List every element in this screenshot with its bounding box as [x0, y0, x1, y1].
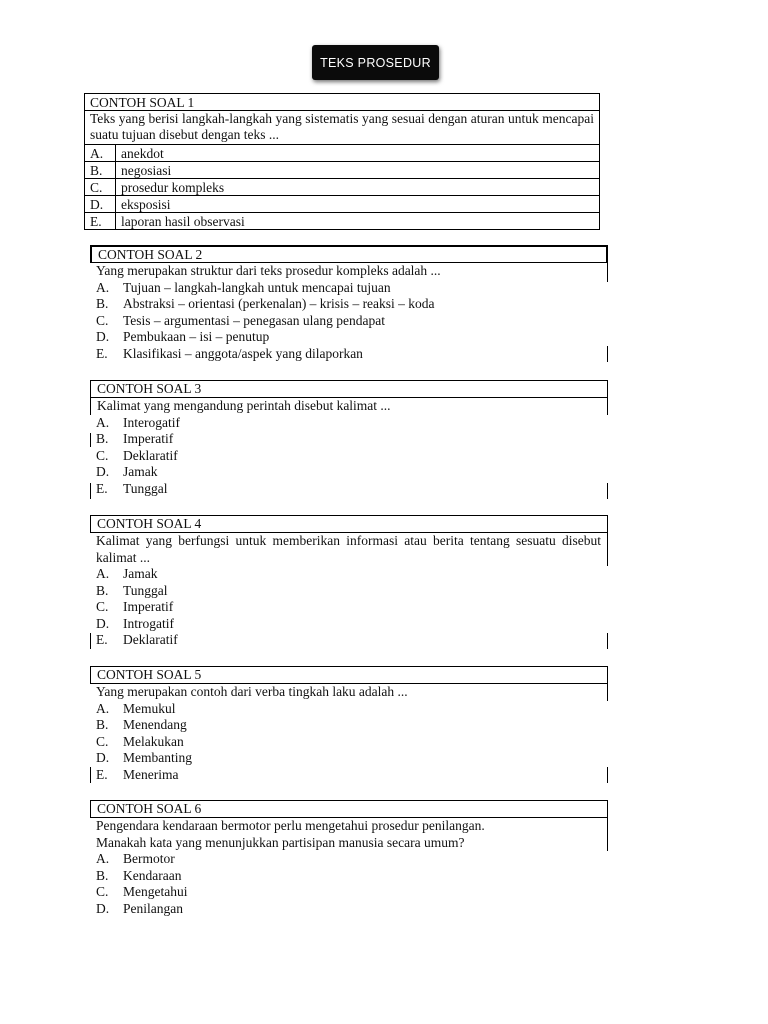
question-6-line-2: Manakah kata yang menunjukkan partisipan manusia secara umum? — [96, 834, 465, 850]
question-3-text: Kalimat yang mengandung perintah disebut kalimat ... — [90, 398, 608, 415]
question-2-text: Yang merupakan struktur dari teks prosedur kompleks adalah ... — [90, 263, 608, 280]
option-text: laporan hasil observasi — [116, 213, 600, 230]
option-text: Bermotor — [123, 851, 175, 866]
option-letter: A. — [96, 566, 110, 581]
option-b — [96, 717, 608, 734]
question-2-heading: CONTOH SOAL 2 — [90, 245, 608, 263]
option-letter: C. — [96, 599, 109, 615]
box-edge — [607, 483, 608, 499]
option-text: Pembukaan – isi – penutup — [123, 329, 270, 345]
option-text: Introgatif — [123, 615, 174, 631]
option-letter: E. — [96, 345, 108, 361]
option-letter: E. — [85, 213, 116, 230]
option-letter: D. — [96, 615, 110, 631]
option-e — [96, 632, 608, 649]
option-text: Memukul — [123, 700, 176, 716]
option-a — [96, 851, 608, 868]
option-d — [96, 750, 608, 767]
option-c — [96, 884, 608, 901]
question-1-text: Teks yang berisi langkah-langkah yang sistematis yang sesuai dengan aturan untuk mencapai suatu tujuan disebut dengan teks ... — [85, 111, 600, 145]
option-b — [96, 868, 608, 885]
option-e — [96, 346, 608, 363]
option-e — [96, 481, 608, 498]
question-5-heading: CONTOH SOAL 5 — [90, 666, 608, 684]
option-letter: D. — [96, 750, 110, 766]
option-letter: D. — [96, 329, 110, 345]
option-letter: E. — [96, 480, 108, 496]
option-text: Deklaratif — [123, 632, 178, 648]
option-text: Menendang — [123, 717, 187, 733]
question-5-options — [90, 701, 608, 784]
question-3 — [90, 380, 608, 497]
option-d — [96, 329, 608, 346]
question-6 — [90, 800, 608, 917]
option-letter: D. — [96, 900, 110, 916]
option-text: anekdot — [116, 145, 600, 162]
question-5 — [90, 666, 608, 783]
question-1-option-a — [85, 145, 600, 162]
question-1-option-d — [85, 196, 600, 213]
option-letter: A. — [96, 279, 110, 295]
question-1-option-e — [85, 213, 600, 230]
option-c — [96, 448, 608, 465]
box-edge — [607, 767, 608, 783]
option-text: Penilangan — [123, 900, 183, 916]
option-text: Mengetahui — [123, 884, 188, 900]
question-4-text: Kalimat yang berfungsi untuk memberikan informasi atau berita tentang sesuatu disebut kalimat ... — [90, 533, 608, 566]
option-text: Abstraksi – orientasi (perkenalan) – krisis – reaksi – koda — [123, 296, 435, 312]
option-b — [96, 296, 608, 313]
question-5-text: Yang merupakan contoh dari verba tingkah laku adalah ... — [90, 684, 608, 701]
option-text: Deklaratif — [123, 447, 178, 463]
box-edge — [607, 262, 608, 282]
option-a — [96, 566, 608, 583]
option-letter: C. — [96, 312, 109, 328]
option-letter: B. — [96, 867, 109, 883]
question-4-options — [90, 566, 608, 649]
option-c — [96, 313, 608, 330]
option-text: Imperatif — [123, 431, 174, 447]
question-1-table — [84, 93, 600, 230]
option-text: Tujuan – langkah-langkah untuk mencapai tujuan — [123, 279, 391, 295]
option-e — [96, 767, 608, 784]
option-b — [96, 431, 608, 448]
option-letter: B. — [96, 296, 109, 312]
option-text: Tunggal — [123, 480, 168, 496]
option-letter: C. — [96, 447, 109, 463]
question-6-text — [90, 818, 608, 851]
option-a — [96, 415, 608, 432]
option-letter: B. — [96, 431, 109, 447]
option-text: Kendaraan — [123, 867, 182, 883]
option-text: Jamak — [123, 464, 158, 480]
option-c — [96, 599, 608, 616]
question-1-heading: CONTOH SOAL 1 — [85, 94, 600, 111]
option-a — [96, 280, 608, 297]
option-letter: A. — [85, 145, 116, 162]
question-6-line-1: Pengendara kendaraan bermotor perlu mengetahui prosedur penilangan. — [96, 818, 485, 833]
option-letter: B. — [96, 717, 109, 733]
option-letter: D. — [85, 196, 116, 213]
question-1-option-b — [85, 162, 600, 179]
option-letter: E. — [96, 632, 108, 648]
option-text: Menerima — [123, 766, 179, 782]
page-title: TEKS PROSEDUR — [320, 55, 431, 70]
question-2-options — [90, 280, 608, 363]
question-1-option-c — [85, 179, 600, 196]
option-text: prosedur kompleks — [116, 179, 600, 196]
option-d — [96, 464, 608, 481]
question-2 — [90, 245, 608, 362]
option-letter: A. — [96, 700, 110, 716]
option-text: eksposisi — [116, 196, 600, 213]
option-b — [96, 583, 608, 600]
option-letter: B. — [96, 582, 109, 598]
option-letter: C. — [96, 884, 109, 900]
question-3-heading: CONTOH SOAL 3 — [90, 380, 608, 398]
option-letter: A. — [96, 851, 110, 866]
option-text: Klasifikasi – anggota/aspek yang dilaporkan — [123, 345, 363, 361]
option-text: Interogatif — [123, 414, 180, 430]
option-text: Melakukan — [123, 733, 184, 749]
page-title-badge — [312, 45, 439, 80]
option-letter: B. — [85, 162, 116, 179]
box-edge — [90, 633, 91, 649]
question-3-options — [90, 415, 608, 498]
box-edge — [607, 633, 608, 649]
option-letter: D. — [96, 464, 110, 480]
box-edge — [90, 483, 91, 499]
option-text: Membanting — [123, 750, 192, 766]
question-4-heading: CONTOH SOAL 4 — [90, 515, 608, 533]
box-edge — [607, 346, 608, 362]
option-text: Jamak — [123, 566, 158, 581]
option-text: Imperatif — [123, 599, 174, 615]
question-4 — [90, 515, 608, 649]
option-letter: A. — [96, 414, 110, 430]
box-edge — [90, 433, 91, 447]
option-a — [96, 701, 608, 718]
option-d — [96, 616, 608, 633]
option-letter: C. — [96, 733, 109, 749]
option-letter: C. — [85, 179, 116, 196]
option-letter: E. — [96, 766, 108, 782]
option-c — [96, 734, 608, 751]
box-edge — [90, 767, 91, 783]
option-text: Tunggal — [123, 582, 168, 598]
question-6-options — [90, 851, 608, 917]
option-text: negosiasi — [116, 162, 600, 179]
option-d — [96, 901, 608, 918]
question-6-heading: CONTOH SOAL 6 — [90, 800, 608, 818]
option-text: Tesis – argumentasi – penegasan ulang pendapat — [123, 312, 385, 328]
